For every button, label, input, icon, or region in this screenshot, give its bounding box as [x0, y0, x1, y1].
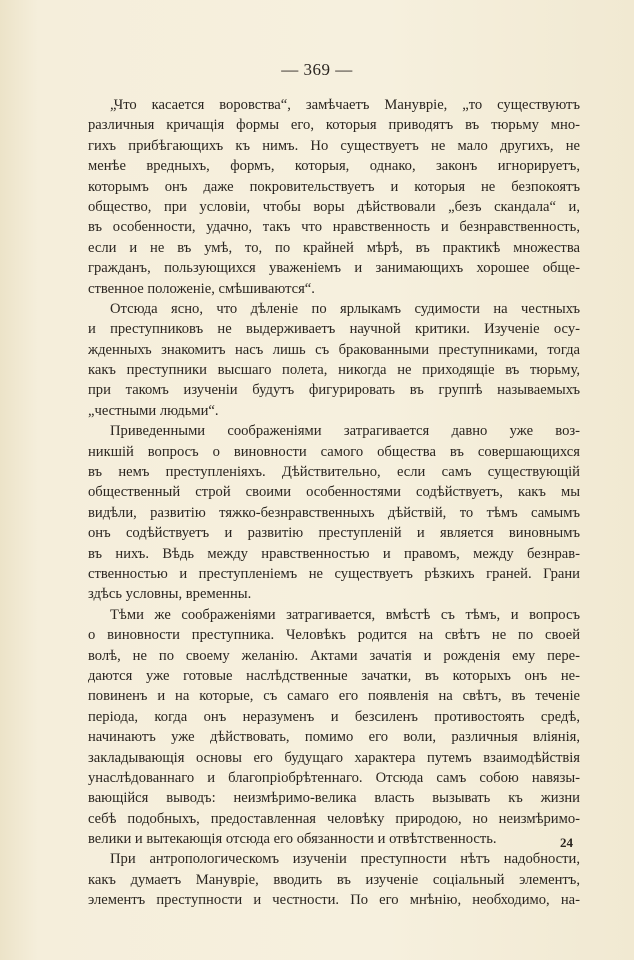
text-line: какъ думаетъ Манувріе, вводить въ изученіе соціальный элементъ, — [88, 871, 580, 888]
text-line: велики и вытекающія отсюда его обязанности и отвѣтственность. — [88, 831, 497, 848]
text-line: начинаютъ уже дѣйствовать, помимо его воли, различныя вліянія, — [88, 729, 580, 746]
text-line: никшій вопросъ о виновности самого общества въ совершающихся — [88, 443, 580, 460]
text-line: менѣе вредныхъ, формъ, которыя, однако, законъ игнорируетъ, — [88, 158, 580, 175]
text-line: Отсюда ясно, что дѣленіе по ярлыкамъ судимости на честныхъ — [110, 300, 580, 317]
body-text — [88, 95, 580, 911]
text-line: различныя кричащія формы его, которыя приводятъ въ тюрьму мно- — [88, 117, 580, 134]
text-line: періода, когда онъ неразуменъ и безсиленъ противостоять средѣ, — [88, 708, 580, 725]
text-line: ственностью и преступленіемъ не существуетъ рѣзкихъ граней. Грани — [88, 565, 580, 582]
text-line: „Что касается воровства“, замѣчаетъ Манувріе, „то существуютъ — [110, 97, 580, 113]
text-line: при такомъ изученіи будутъ фигурировать въ группѣ называемыхъ — [88, 382, 580, 399]
text-line: общественный строй своими особенностями содѣйствуетъ, какъ мы — [88, 484, 580, 501]
text-line: гихъ прибѣгающихъ къ нимъ. Но существуетъ не мало другихъ, не — [88, 137, 580, 154]
text-line: гражданъ, пользующихся уваженіемъ и занимающихъ хорошее обще- — [88, 260, 580, 277]
text-line: и преступниковъ не выдерживаетъ научной критики. Изученіе осу- — [88, 321, 580, 338]
page-number: — 369 — — [281, 60, 353, 79]
text-line: въ особенности, удачно, такъ что нравственность и безнравственность, — [88, 219, 580, 236]
text-line: жденныхъ знакомитъ насъ лишь съ бракованными преступниками, тогда — [88, 341, 580, 358]
text-line: о виновности преступника. Человѣкъ родится на свѣтъ не по своей — [88, 627, 580, 644]
text-line: вающійся выводъ: неизмѣримо-велика власть вызывать къ жизни — [88, 790, 580, 807]
signature-mark: 24 — [560, 835, 573, 850]
text-line: онъ содѣйствуетъ и развитію преступленій и является виновнымъ — [88, 525, 580, 542]
text-line: если и не въ умѣ, то, по крайней мѣрѣ, въ практикѣ множества — [88, 239, 580, 256]
text-line: въ нихъ. Вѣдь между нравственностью и правомъ, между безнрав- — [88, 545, 580, 562]
text-line: унаслѣдованнаго и благопріобрѣтеннаго. Отсюда самъ собою навязы- — [88, 769, 580, 786]
text-line: закладывающія основы его будущаго характера путемъ взаимодѣйствія — [88, 749, 580, 766]
text-line: Приведенными соображеніями затрагивается давно уже воз- — [110, 423, 580, 440]
text-line: элементъ преступности и честности. По его мнѣнію, необходимо, на- — [88, 892, 580, 909]
text-line: въ немъ преступленіяхъ. Дѣйствительно, если самъ существующій — [88, 464, 580, 481]
text-line: Тѣми же соображеніями затрагивается, вмѣстѣ съ тѣмъ, и вопросъ — [110, 606, 580, 623]
text-line: даются уже готовые наслѣдственные зачатки, въ которыхъ онъ не- — [88, 667, 580, 684]
text-line: общество, при условіи, чтобы воры дѣйствовали „безъ скандала“ и, — [88, 198, 580, 215]
text-line: здѣсь условны, временны. — [88, 586, 252, 603]
text-line: повиненъ и на которые, съ самаго его появленія на свѣтъ, въ теченіе — [88, 688, 580, 705]
text-line: какъ преступники высшаго полета, никогда не приходящіе въ тюрьму, — [88, 362, 580, 379]
text-line: волѣ, не по своему желанію. Актами зачатія и рожденія ему пере- — [88, 647, 580, 664]
text-line: видѣли, развитію тяжко-безнравственныхъ дѣйствій, то тѣмъ самымъ — [88, 504, 580, 521]
text-line: ственное положеніе, смѣшиваются“. — [88, 280, 315, 297]
text-line: которымъ онъ даже покровительствуетъ и которыя не безпокоятъ — [88, 178, 580, 195]
text-line: При антропологическомъ изученіи преступности нѣтъ надобности, — [110, 851, 580, 868]
text-line: себѣ подобныхъ, предоставленная человѣку природою, но неизмѣримо- — [88, 810, 580, 827]
text-line: „честными людьми“. — [88, 402, 219, 419]
